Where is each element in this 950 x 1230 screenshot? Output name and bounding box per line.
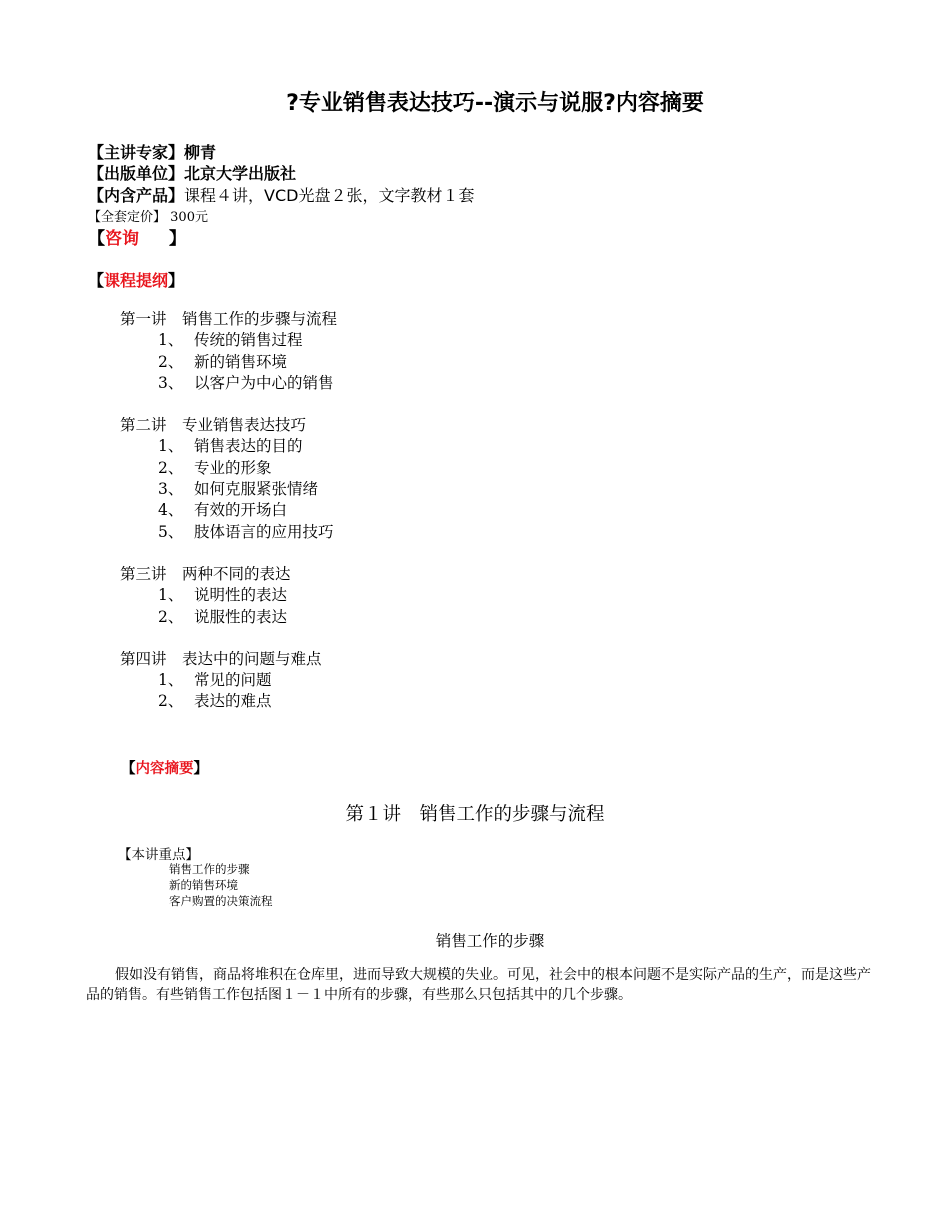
outline-item-text: 如何克服紧张情绪: [194, 480, 319, 499]
course-outline: [120, 309, 337, 713]
outline-item-number: 2、: [158, 607, 184, 626]
outline-item-text: 说服性的表达: [194, 607, 288, 626]
publisher-line: [88, 164, 296, 184]
consult-label: 咨询: [105, 229, 139, 249]
lecture-title: 第三讲 两种不同的表达: [120, 564, 291, 583]
key-points-label: 【本讲重点】: [118, 847, 199, 863]
expert-value: 柳青: [184, 143, 217, 162]
outline-item-number: 5、: [158, 522, 184, 541]
products-label: 【内含产品】: [88, 186, 185, 205]
outline-item: [120, 373, 337, 394]
lecture-title: 第四讲 表达中的问题与难点: [120, 649, 322, 668]
summary-heading: [121, 757, 208, 778]
outline-item: [120, 479, 337, 500]
publisher-value: 北京大学出版社: [184, 164, 297, 183]
outline-item-text: 新的销售环境: [194, 352, 288, 371]
outline-item: [120, 458, 337, 479]
price-value: 300元: [170, 210, 208, 225]
outline-item: [120, 670, 337, 691]
outline-item: [120, 522, 337, 543]
outline-item-number: 1、: [158, 671, 184, 690]
outline-item: [120, 436, 337, 457]
outline-heading-label: 课程提纲: [104, 271, 169, 290]
key-point: 客户购置的决策流程: [169, 894, 273, 908]
outline-item-number: 1、: [158, 437, 184, 456]
outline-item-number: 1、: [158, 331, 184, 350]
outline-heading: [88, 268, 184, 291]
outline-item-text: 以客户为中心的销售: [194, 373, 334, 392]
outline-item-number: 4、: [158, 501, 184, 520]
document-title: ?专业销售表达技巧--演示与说服?内容摘要: [286, 91, 704, 116]
consult-open-bracket: 【: [88, 229, 105, 249]
outline-item-text: 有效的开场白: [194, 501, 288, 520]
expert-line: [88, 143, 216, 163]
outline-item: [120, 585, 337, 606]
summary-heading-open: 【: [121, 761, 136, 777]
outline-heading-close: 】: [168, 271, 185, 290]
outline-item: [120, 330, 337, 351]
outline-item-text: 常见的问题: [194, 671, 272, 690]
lecture-1-title: 第１讲 销售工作的步骤与流程: [345, 804, 605, 825]
outline-item: [120, 500, 337, 521]
outline-item-number: 3、: [158, 480, 184, 499]
outline-item-number: 2、: [158, 692, 184, 711]
outline-item-text: 表达的难点: [194, 692, 272, 711]
products-line: [88, 186, 474, 206]
outline-item-text: 说明性的表达: [194, 586, 288, 605]
outline-item-text: 专业的形象: [194, 458, 272, 477]
outline-item: [120, 691, 337, 712]
outline-item-text: 销售表达的目的: [194, 437, 303, 456]
summary-heading-close: 】: [193, 761, 208, 777]
outline-item: [120, 352, 337, 373]
outline-item-number: 1、: [158, 586, 184, 605]
key-point: 销售工作的步骤: [169, 862, 250, 876]
consult-close-bracket: 】: [169, 229, 186, 249]
outline-item-number: 2、: [158, 352, 184, 371]
key-points-list: [169, 861, 273, 909]
expert-label: 【主讲专家】: [88, 143, 185, 162]
price-label: 【全套定价】: [88, 210, 167, 225]
key-point: 新的销售环境: [169, 878, 238, 892]
outline-heading-open: 【: [88, 271, 105, 290]
outline-item-number: 2、: [158, 458, 184, 477]
lecture-title: 第二讲 专业销售表达技巧: [120, 416, 307, 435]
lecture-title: 第一讲 销售工作的步骤与流程: [120, 310, 338, 328]
summary-heading-label: 内容摘要: [135, 761, 194, 777]
outline-item-number: 3、: [158, 373, 184, 392]
body-paragraph: 假如没有销售，商品将堆积在仓库里，进而导致大规模的失业。可见，社会中的根本问题不是实际产品的生产，而是这些产品的销售。有些销售工作包括图１－１中所有的步骤，有些那么只包括其中的几个步骤。: [86, 967, 871, 1003]
consult-line: [88, 224, 186, 249]
products-value: 课程４讲，VCD光盘２张，文字教材１套: [184, 186, 475, 205]
publisher-label: 【出版单位】: [88, 164, 185, 183]
price-line: [88, 206, 208, 225]
outline-item: [120, 607, 337, 628]
outline-item-text: 传统的销售过程: [194, 331, 303, 350]
section-title: 销售工作的步骤: [435, 932, 545, 950]
outline-item-text: 肢体语言的应用技巧: [194, 522, 334, 541]
